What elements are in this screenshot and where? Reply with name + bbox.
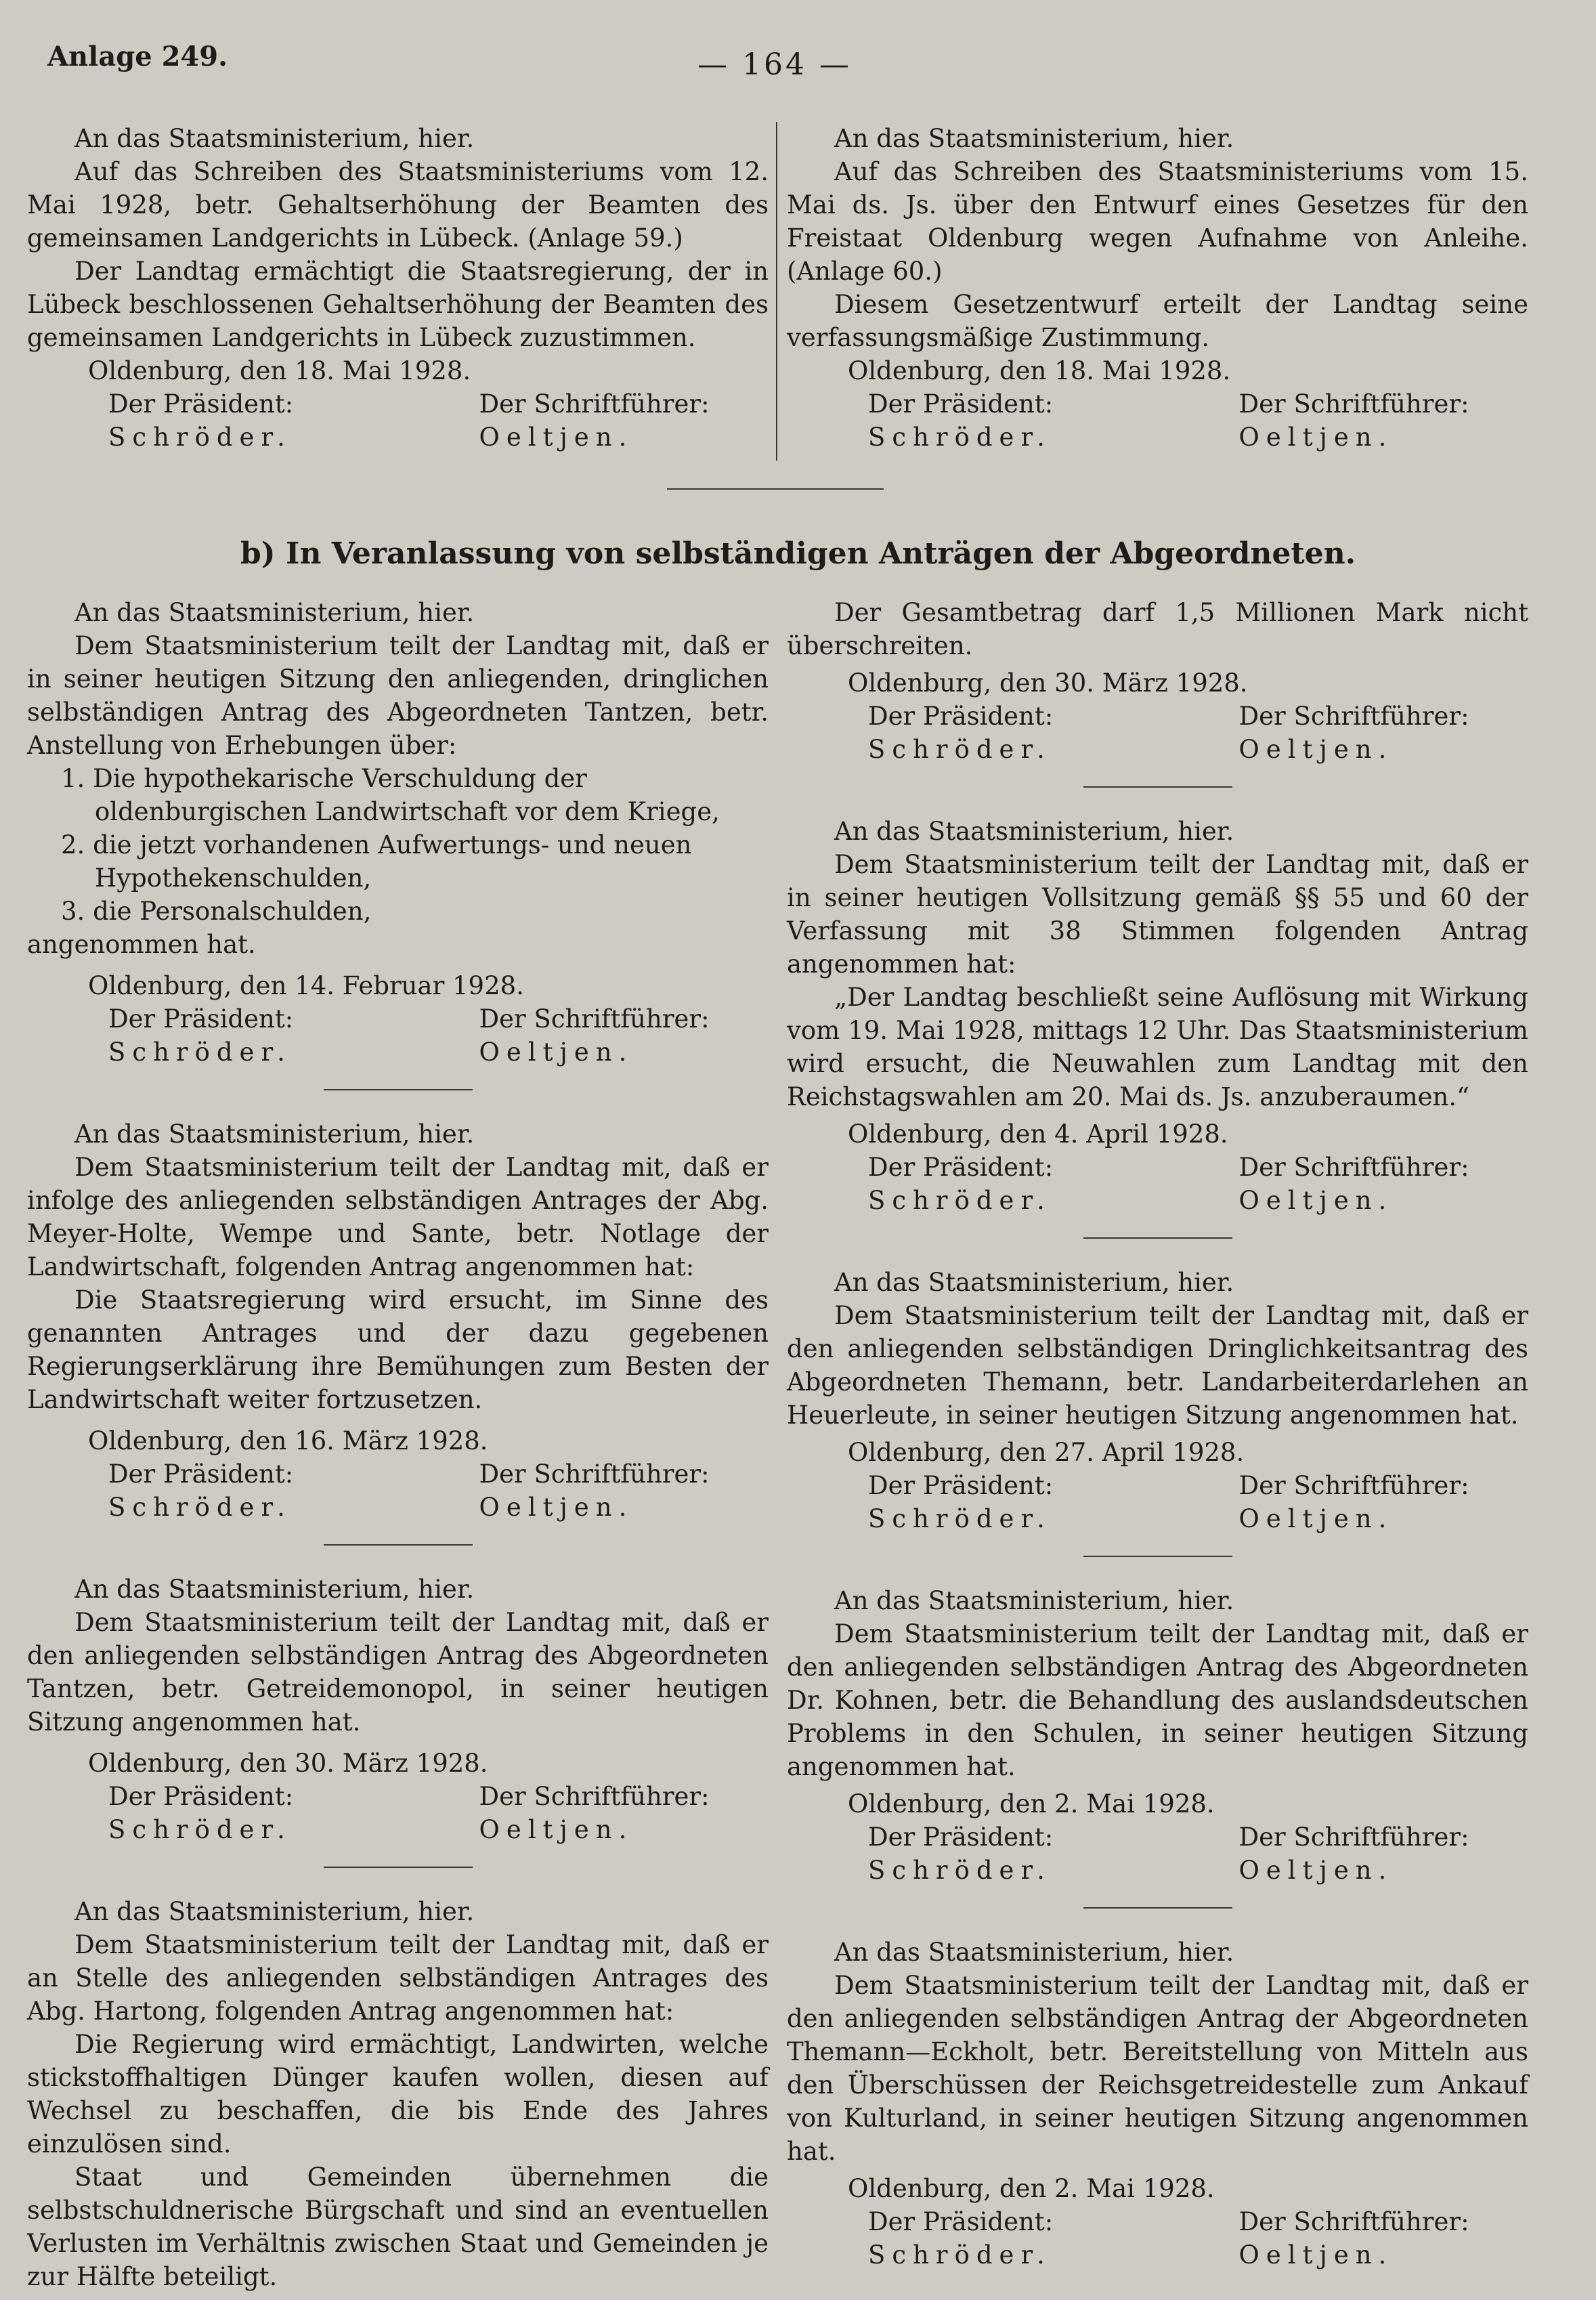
- section-heading: b) In Veranlassung von selbständigen Anträgen der Abgeordneten.: [240, 536, 1356, 571]
- president-title: Der Präsident:: [868, 702, 1054, 731]
- secretary-title: Der Schriftführer:: [1238, 2207, 1469, 2236]
- signature-names: [787, 421, 1528, 454]
- signature-titles: [27, 1457, 769, 1491]
- president-title: Der Präsident:: [868, 389, 1054, 419]
- letter-paragraph: Dem Staatsministerium teilt der Landtag mit, daß er an Stelle des anliegenden selbständigen Antrages des Abg. Hartong, folgenden Antrag angenommen hat:: [27, 1930, 769, 2026]
- annex-label: Anlage 249.: [47, 41, 228, 72]
- letter-paragraph: Der Landtag ermächtigt die Staatsregierung, der in Lübeck beschlossenen Gehaltserhöhung der Beamten des gemeinsamen Landgerichts in Lübeck zuzustimmen.: [27, 257, 769, 352]
- president-title: Der Präsident:: [108, 1460, 294, 1489]
- secretary-title: Der Schriftführer:: [1238, 1153, 1469, 1182]
- letter-block: [27, 596, 769, 1090]
- letter-address: An das Staatsministerium, hier.: [834, 1268, 1234, 1297]
- block-divider: [1083, 1907, 1232, 1909]
- top-left-letter: [27, 122, 769, 454]
- president-title: Der Präsident:: [108, 1782, 294, 1811]
- letter-block: [27, 1895, 769, 2293]
- block-divider: [324, 1544, 473, 1546]
- letter-block: [787, 596, 1528, 788]
- letter-date: Oldenburg, den 2. Mai 1928.: [848, 1789, 1215, 1818]
- president-name: Schröder.: [108, 1038, 292, 1067]
- secretary-title: Der Schriftführer:: [1238, 702, 1469, 731]
- president-title: Der Präsident:: [868, 1471, 1054, 1500]
- signature-names: [27, 1491, 769, 1524]
- letter-address: An das Staatsministerium, hier.: [834, 124, 1234, 153]
- quoted-resolution: Die Staatsregierung wird ersucht, im Sinne des genannten Antrages und der dazu gegebenen Regierungserklärung ihre Bemühungen zum Besten der Landwirtschaft weiter fortzusetzen.: [27, 1285, 769, 1414]
- signature-titles: [787, 700, 1528, 733]
- letter-address: An das Staatsministerium, hier.: [74, 1897, 475, 1926]
- letter-paragraph: Auf das Schreiben des Staatsministeriums vom 15. Mai ds. Js. über den Entwurf eines Gesetzes für den Freistaat Oldenburg wegen Aufnahme von Anleihe. (Anlage 60.): [787, 157, 1528, 286]
- letter-paragraph: Dem Staatsministerium teilt der Landtag mit, daß er infolge des anliegenden selbständigen Antrages der Abg. Meyer-Holte, Wempe und Sante, betr. Notlage der Landwirtschaft, folgenden Antrag angenommen hat:: [27, 1153, 769, 1281]
- letter-block: [27, 1117, 769, 1546]
- secretary-name: Oeltjen.: [479, 1038, 634, 1067]
- secretary-title: Der Schriftführer:: [479, 1782, 710, 1811]
- secretary-title: Der Schriftführer:: [1238, 1823, 1469, 1852]
- signature-names: [787, 733, 1528, 766]
- president-title: Der Präsident:: [868, 1153, 1054, 1182]
- signature-names: [787, 1184, 1528, 1217]
- right-column: [787, 596, 1528, 2272]
- letter-paragraph: Auf das Schreiben des Staatsministeriums vom 12. Mai 1928, betr. Gehaltserhöhung der Beamten des gemeinsamen Landgerichts in Lübeck. (Anlage 59.): [27, 157, 769, 253]
- left-column: [27, 596, 769, 2293]
- letter-block: [787, 1936, 1528, 2272]
- block-divider: [324, 1089, 473, 1090]
- signature-titles: [27, 1780, 769, 1813]
- page-number: — 164 —: [697, 47, 852, 82]
- secretary-title: Der Schriftführer:: [479, 1004, 710, 1034]
- signature-titles: [787, 2205, 1528, 2238]
- letter-block: [787, 1584, 1528, 1909]
- block-divider: [324, 1867, 473, 1868]
- president-name: Schröder.: [868, 1856, 1052, 1885]
- secretary-name: Oeltjen.: [1238, 1186, 1394, 1215]
- secretary-title: Der Schriftführer:: [479, 389, 710, 419]
- president-name: Schröder.: [108, 423, 292, 452]
- letter-date: Oldenburg, den 18. Mai 1928.: [88, 356, 471, 385]
- president-title: Der Präsident:: [868, 2207, 1054, 2236]
- letter-block: [27, 1573, 769, 1868]
- letter-paragraph: Dem Staatsministerium teilt der Landtag mit, daß er den anliegenden selbständigen Dringlichkeitsantrag des Abgeordneten Themann, betr. Landarbeiterdarlehen an Heuerleute, in seiner heutigen Sitzung angenommen hat.: [787, 1301, 1528, 1430]
- secretary-name: Oeltjen.: [1238, 1504, 1394, 1533]
- block-divider: [1083, 1237, 1232, 1239]
- letter-address: An das Staatsministerium, hier.: [74, 124, 475, 153]
- quoted-resolution: Staat und Gemeinden übernehmen die selbstschuldnerische Bürgschaft und sind an eventuellen Verlusten im Verhältnis zwischen Staat und Gemeinden je zur Hälfte beteiligt.: [27, 2163, 769, 2291]
- president-title: Der Präsident:: [108, 1004, 294, 1034]
- secretary-name: Oeltjen.: [1238, 423, 1394, 452]
- letter-paragraph: Dem Staatsministerium teilt der Landtag mit, daß er in seiner heutigen Vollsitzung gemäß §§ 55 und 60 der Verfassung mit 38 Stimmen folgenden Antrag angenommen hat:: [787, 850, 1528, 979]
- letter-paragraph: Dem Staatsministerium teilt der Landtag mit, daß er den anliegenden selbständigen Antrag des Abgeordneten Dr. Kohnen, betr. die Behandlung des auslandsdeutschen Problems in den Schulen, in seiner heutigen Sitzung angenommen hat.: [787, 1619, 1528, 1781]
- letter-address: An das Staatsministerium, hier.: [74, 598, 475, 627]
- president-name: Schröder.: [868, 2240, 1052, 2270]
- list-item: 1. Die hypothekarische Verschuldung der oldenburgischen Landwirtschaft vor dem Kriege,: [61, 764, 720, 826]
- letter-paragraph: Der Gesamtbetrag darf 1,5 Millionen Mark nicht überschreiten.: [787, 598, 1528, 660]
- secretary-name: Oeltjen.: [479, 1815, 634, 1844]
- president-name: Schröder.: [868, 1186, 1052, 1215]
- signature-titles: [787, 1151, 1528, 1184]
- president-name: Schröder.: [868, 735, 1052, 764]
- letter-date: Oldenburg, den 30. März 1928.: [88, 1749, 488, 1778]
- signature-titles: [787, 387, 1528, 421]
- letter-block: [787, 815, 1528, 1239]
- letter-paragraph: Dem Staatsministerium teilt der Landtag mit, daß er den anliegenden selbständigen Antrag des Abgeordneten Tantzen, betr. Getreidemonopol, in seiner heutigen Sitzung angenommen hat.: [27, 1608, 769, 1737]
- signature-titles: [787, 1820, 1528, 1854]
- signature-names: [27, 1036, 769, 1069]
- letter-date: Oldenburg, den 14. Februar 1928.: [88, 971, 524, 1000]
- secretary-name: Oeltjen.: [479, 423, 634, 452]
- letter-address: An das Staatsministerium, hier.: [834, 1586, 1234, 1615]
- top-right-letter: [787, 122, 1528, 454]
- list-item: 2. die jetzt vorhandenen Aufwertungs- und neuen Hypothekenschulden,: [61, 830, 692, 893]
- letter-address: An das Staatsministerium, hier.: [74, 1575, 475, 1604]
- letter-address: An das Staatsministerium, hier.: [74, 1120, 475, 1149]
- secretary-name: Oeltjen.: [1238, 2240, 1394, 2270]
- signature-titles: [787, 1469, 1528, 1502]
- secretary-title: Der Schriftführer:: [479, 1460, 710, 1489]
- letter-paragraph: Dem Staatsministerium teilt der Landtag mit, daß er den anliegenden selbständigen Antrag der Abgeordneten Themann—Eckholt, betr. Bereitstellung von Mitteln aus den Überschüssen der Reichsgetreidestelle zum Ankauf von Kulturland, in seiner heutigen Sitzung angenommen hat.: [787, 1971, 1528, 2166]
- president-title: Der Präsident:: [868, 1823, 1054, 1852]
- signature-titles: [27, 387, 769, 421]
- letter-date: Oldenburg, den 4. April 1928.: [848, 1120, 1228, 1149]
- signature-names: [787, 2238, 1528, 2272]
- signature-names: [27, 1813, 769, 1846]
- letter-address: An das Staatsministerium, hier.: [834, 1938, 1234, 1967]
- quoted-resolution: Die Regierung wird ermächtigt, Landwirten, welche stickstoffhaltigen Dünger kaufen wollen, diesen auf Wechsel zu beschaffen, die bis Ende des Jahres einzulösen sind.: [27, 2030, 769, 2158]
- letter-paragraph: Dem Staatsministerium teilt der Landtag mit, daß er in seiner heutigen Sitzung den anliegenden, dringlichen selbständigen Antrag des Abgeordneten Tantzen, betr. Anstellung von Erhebungen über:: [27, 631, 769, 760]
- president-name: Schröder.: [108, 1493, 292, 1522]
- letter-date: Oldenburg, den 16. März 1928.: [88, 1426, 488, 1455]
- secretary-name: Oeltjen.: [1238, 1856, 1394, 1885]
- secretary-name: Oeltjen.: [1238, 735, 1394, 764]
- block-divider: [1083, 786, 1232, 788]
- president-name: Schröder.: [868, 1504, 1052, 1533]
- signature-titles: [27, 1002, 769, 1036]
- list-item: 3. die Personalschulden,: [61, 897, 372, 926]
- section-divider: [667, 488, 884, 490]
- letter-paragraph: angenommen hat.: [27, 930, 256, 959]
- letter-paragraph: Diesem Gesetzentwurf erteilt der Landtag seine verfassungsmäßige Zustimmung.: [787, 290, 1528, 352]
- quoted-resolution: „Der Landtag beschließt seine Auflösung mit Wirkung vom 19. Mai 1928, mittags 12 Uhr. Das Staatsministerium wird ersucht, die Neuwahlen zum Landtag mit den Reichstagswahlen am 20. Mai ds. Js. anzuberaumen.“: [787, 983, 1528, 1111]
- letter-date: Oldenburg, den 27. April 1928.: [848, 1438, 1245, 1467]
- letter-date: Oldenburg, den 18. Mai 1928.: [848, 356, 1231, 385]
- column-divider: [776, 122, 777, 461]
- block-divider: [1083, 1556, 1232, 1557]
- signature-names: [27, 421, 769, 454]
- signature-names: [787, 1854, 1528, 1887]
- letter-date: Oldenburg, den 2. Mai 1928.: [848, 2174, 1215, 2203]
- secretary-title: Der Schriftführer:: [1238, 389, 1469, 419]
- letter-address: An das Staatsministerium, hier.: [834, 817, 1234, 846]
- signature-names: [787, 1502, 1528, 1535]
- president-title: Der Präsident:: [108, 389, 294, 419]
- president-name: Schröder.: [868, 423, 1052, 452]
- president-name: Schröder.: [108, 1815, 292, 1844]
- secretary-name: Oeltjen.: [479, 1493, 634, 1522]
- letter-block: [787, 1266, 1528, 1557]
- secretary-title: Der Schriftführer:: [1238, 1471, 1469, 1500]
- letter-date: Oldenburg, den 30. März 1928.: [848, 668, 1248, 698]
